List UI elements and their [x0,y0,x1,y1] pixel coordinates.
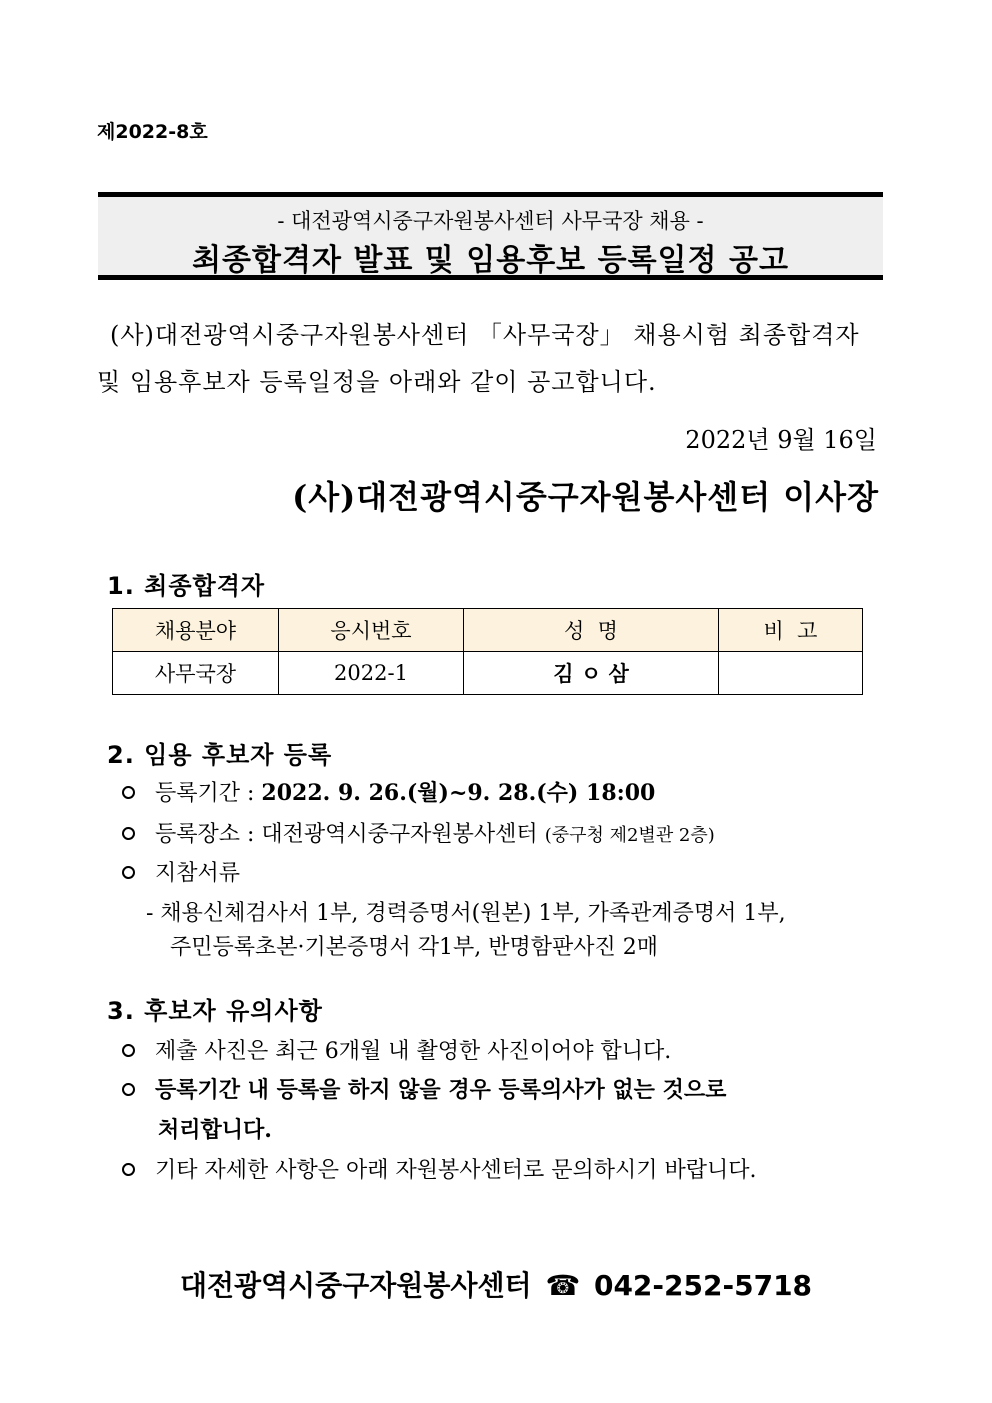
cell-field: 사무국장 [113,652,279,695]
note-3-text: 기타 자세한 사항은 아래 자원봉사센터로 문의하시기 바랍니다. [155,1158,757,1183]
section-heading-registration: 2. 임용 후보자 등록 [107,741,333,769]
column-header-field: 채용분야 [113,609,279,652]
result-table [112,608,863,695]
table-header-row [113,609,863,652]
telephone-icon: ☎ [545,1269,581,1302]
registration-period-value: 2022. 9. 26.(월)~9. 28.(수) 18:00 [261,780,656,806]
note-2-text-line-2: 처리합니다. [158,1117,272,1143]
contact-line [0,1264,992,1304]
title-subtitle: - 대전광역시중구자원봉사센터 사무국장 채용 - [277,209,704,233]
column-header-name: 성 명 [464,609,719,652]
registration-place-detail: (중구청 제2별관 2층) [544,825,715,846]
required-documents-label: 지참서류 [155,861,241,886]
bullet-circle-icon [122,1163,135,1176]
cell-name: 김 ㅇ 삼 [464,652,719,695]
contact-phone: 042-252-5718 [593,1269,813,1302]
registration-place-item [122,817,715,848]
bullet-circle-icon [122,866,135,879]
note-2-text-line-1: 등록기간 내 등록을 하지 않을 경우 등록의사가 없는 것으로 [155,1077,727,1103]
document-number: 제2022-8호 [97,121,208,143]
column-header-remarks: 비 고 [719,609,863,652]
issuer-name: (사)대전광역시중구자원봉사센터 이사장 [292,478,879,516]
title-main: 최종합격자 발표 및 임용후보 등록일정 공고 [192,243,789,278]
note-1-text: 제출 사진은 최근 6개월 내 촬영한 사진이어야 합니다. [155,1039,672,1064]
required-documents-line-2: 주민등록초본·기본증명서 각1부, 반명함판사진 2매 [170,935,659,960]
registration-period-item [122,776,655,807]
intro-line-1: (사)대전광역시중구자원봉사센터 「사무국장」 채용시험 최종합격자 [110,321,860,349]
cell-exam-number: 2022-1 [279,652,464,695]
note-item-2 [122,1073,726,1104]
column-header-exam-number: 응시번호 [279,609,464,652]
registration-period-label: 등록기간 : [155,781,262,806]
contact-org: 대전광역시중구자원봉사센터 [179,1269,532,1302]
bullet-circle-icon [122,1083,135,1096]
table-row [113,652,863,695]
title-box [98,192,883,280]
section-heading-final-candidates: 1. 최종합격자 [107,572,266,600]
bullet-circle-icon [122,786,135,799]
note-item-3 [122,1153,757,1184]
note-item-1 [122,1034,671,1065]
registration-place-label: 등록장소 : 대전광역시중구자원봉사센터 [155,822,545,847]
notice-date: 2022년 9월 16일 [685,426,877,454]
bullet-circle-icon [122,827,135,840]
required-documents-item [122,856,240,887]
intro-line-2: 및 임용후보자 등록일정을 아래와 같이 공고합니다. [97,368,657,396]
section-heading-notes: 3. 후보자 유의사항 [107,997,323,1025]
cell-remarks [719,652,863,695]
required-documents-line-1: - 채용신체검사서 1부, 경력증명서(원본) 1부, 가족관계증명서 1부, [146,901,786,926]
bullet-circle-icon [122,1044,135,1057]
